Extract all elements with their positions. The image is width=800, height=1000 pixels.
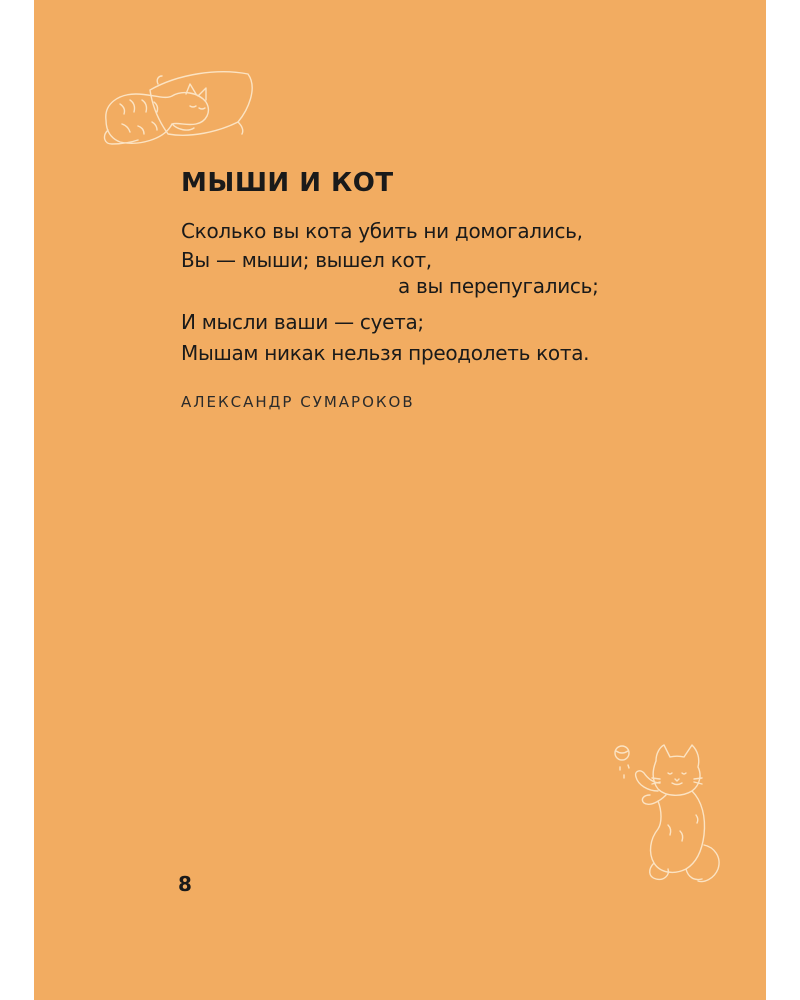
playing-kitten-icon: [608, 735, 728, 895]
poem-line: Сколько вы кота убить ни домогались,: [181, 219, 583, 243]
poem-title: МЫШИ И КОТ: [181, 168, 394, 198]
poem-author: АЛЕКСАНДР СУМАРОКОВ: [181, 393, 415, 411]
poem-body: [181, 216, 599, 369]
poem-line: И мысли ваши — суета;: [181, 310, 424, 334]
book-page: [34, 0, 766, 1000]
poem-line: Вы — мыши; вышел кот,: [181, 248, 432, 272]
sleeping-cat-icon: [98, 60, 258, 155]
poem-line: а вы перепугались;: [398, 274, 599, 298]
poem-line: Мышам никак нельзя преодолеть кота.: [181, 341, 590, 365]
page-number: 8: [178, 872, 192, 896]
